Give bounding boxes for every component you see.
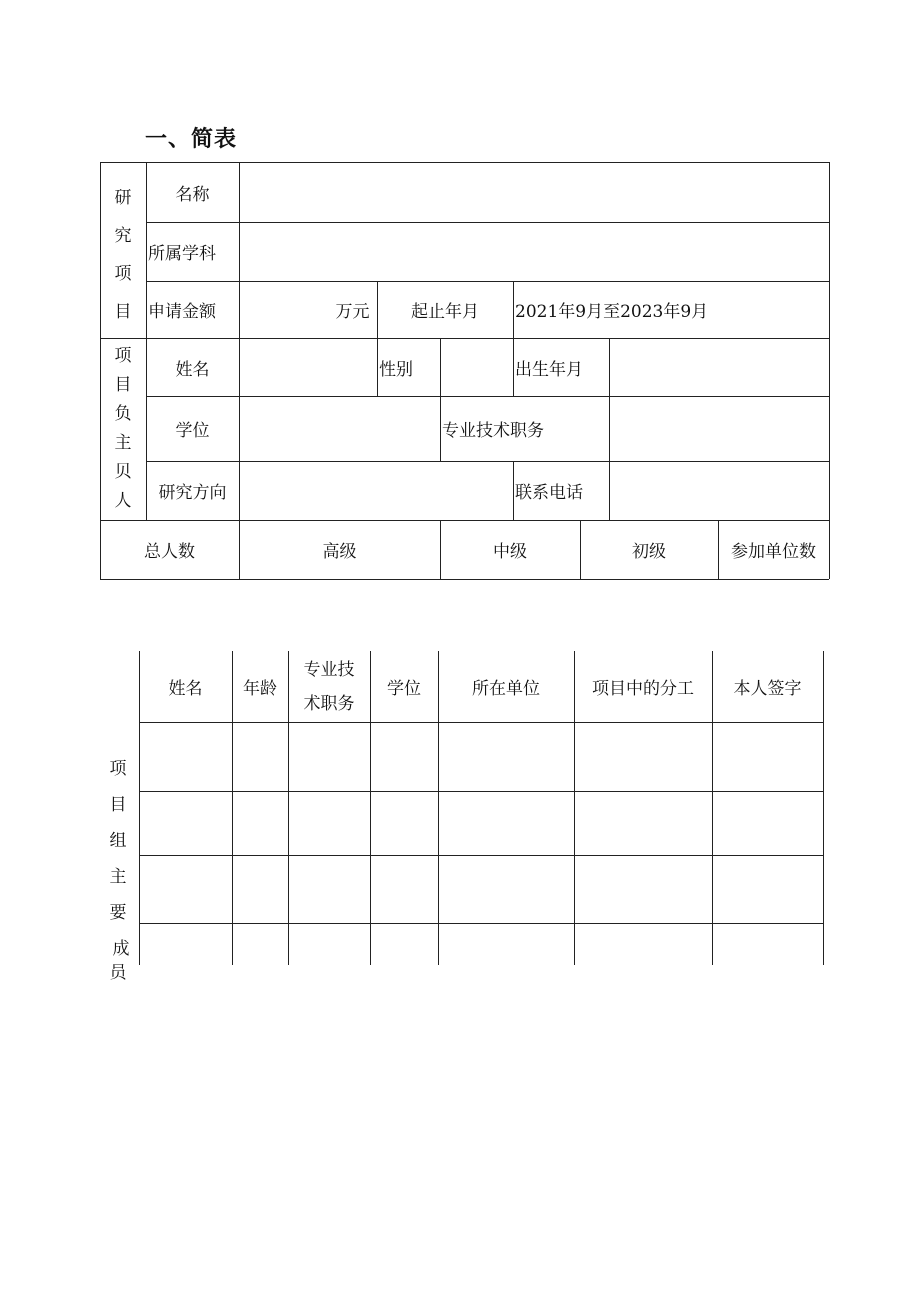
amount-unit: 万元 (335, 302, 370, 322)
amount-input[interactable] (240, 282, 328, 337)
member-row[interactable] (140, 723, 823, 791)
member-row[interactable] (140, 792, 823, 855)
discipline-label: 所属学科 (148, 244, 216, 264)
header-unit: 所在单位 (472, 679, 540, 699)
header-role: 项目中的分工 (592, 679, 694, 699)
header-age: 年龄 (243, 679, 277, 699)
page-title: 一、简表 (145, 127, 238, 152)
gender-label: 性别 (379, 359, 413, 380)
middle-label: 中级 (493, 542, 527, 562)
title-label: 专业技术职务 (442, 421, 544, 441)
total-label: 总人数 (144, 542, 195, 562)
junior-label: 初级 (632, 542, 666, 562)
leader-name-label: 姓名 (175, 359, 210, 380)
period-value: 2021年9月至2023年9月 (515, 302, 709, 322)
birth-input[interactable] (610, 339, 828, 395)
project-leader-side-label: 项 目 负 主 贝 人 (114, 346, 132, 511)
gender-input[interactable] (441, 339, 513, 395)
project-name-input[interactable] (240, 163, 828, 221)
members-side-label: 项 目 组 主 要 成 员 (109, 759, 130, 983)
header-name: 姓名 (168, 679, 203, 699)
discipline-input[interactable] (240, 223, 828, 280)
header-signature: 本人签字 (733, 679, 802, 699)
senior-label: 高级 (322, 542, 357, 562)
units-label: 参加单位数 (731, 542, 816, 562)
direction-input[interactable] (240, 462, 513, 519)
leader-name-input[interactable] (240, 339, 377, 395)
title-input[interactable] (610, 397, 828, 460)
research-project-side-label: 研 究 项 目 (114, 188, 132, 322)
header-degree: 学位 (387, 679, 421, 699)
direction-label: 研究方向 (158, 483, 227, 503)
name-label: 名称 (175, 184, 210, 205)
header-professional-title: 专业技 术职务 (303, 659, 355, 714)
member-row[interactable] (140, 924, 823, 965)
degree-input[interactable] (240, 397, 440, 460)
phone-label: 联系电话 (515, 483, 583, 503)
amount-label: 申请金额 (148, 302, 216, 322)
period-label: 起止年月 (411, 302, 479, 322)
degree-label: 学位 (175, 421, 210, 441)
phone-input[interactable] (610, 462, 828, 519)
member-row[interactable] (140, 856, 823, 923)
birth-label: 出生年月 (515, 359, 583, 380)
